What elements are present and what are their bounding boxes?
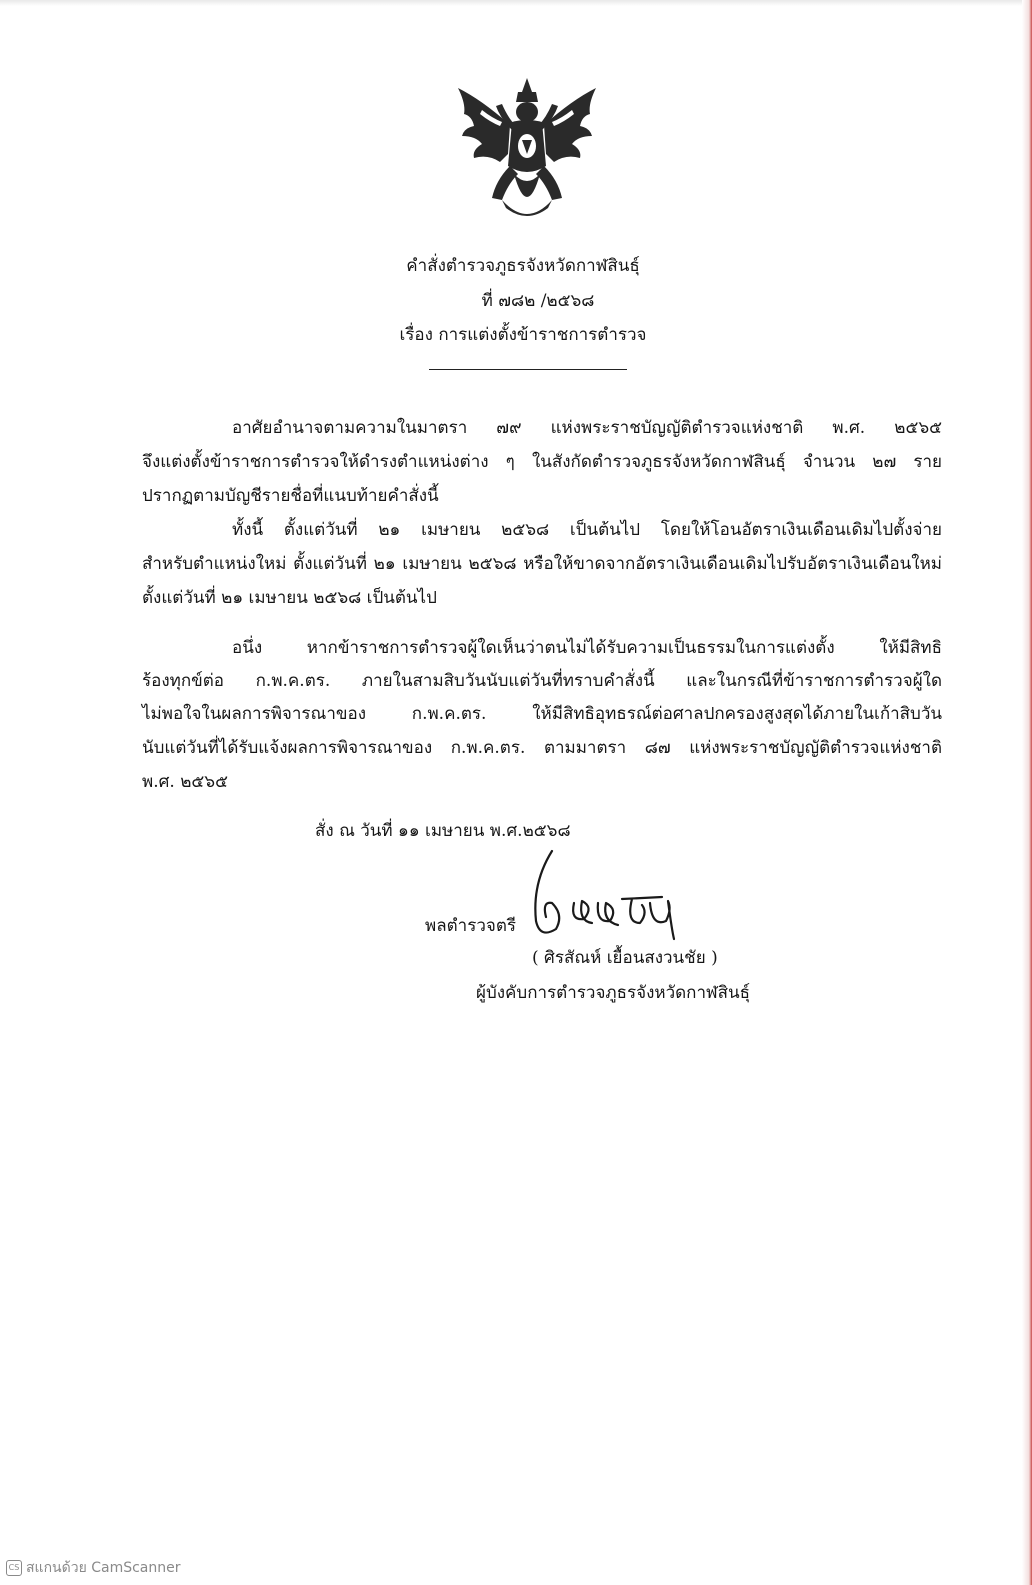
signatory-position: ผู้บังคับการตำรวจภูธรจังหวัดกาฬสินธุ์ [476, 983, 751, 1003]
paragraph-1-line-3: ปรากฏตามบัญชีรายชื่อที่แนบท้ายคำสั่งนี้ [142, 486, 439, 506]
paragraph-3-line-1: อนึ่ง หากข้าราชการตำรวจผู้ใดเห็นว่าตนไม่ได้รับความเป็นธรรมในการแต่งตั้ง ให้มีสิทธิ [232, 638, 942, 658]
paragraph-2-line-2: สำหรับตำแหน่งใหม่ ตั้งแต่วันที่ ๒๑ เมษายน ๒๕๖๘ หรือให้ขาดจากอัตราเงินเดือนเดิมไปรับอัตราเงินเดือนใหม่ [142, 554, 942, 574]
signatory-rank: พลตำรวจตรี [425, 916, 517, 936]
paragraph-3-line-2: ร้องทุกข์ต่อ ก.พ.ค.ตร. ภายในสามสิบวันนับแต่วันที่ทราบคำสั่งนี้ และในกรณีที่ข้าราชการตำรวจผู้ใด [142, 671, 942, 691]
paragraph-1-line-2: จึงแต่งตั้งข้าราชการตำรวจให้ดำรงตำแหน่งต่าง ๆ ในสังกัดตำรวจภูธรจังหวัดกาฬสินธุ์ จำนวน ๒๗ ราย [142, 452, 942, 472]
paragraph-3-line-5: พ.ศ. ๒๕๖๕ [142, 772, 228, 792]
scan-top-edge [0, 0, 1032, 6]
order-subject: เรื่อง การแต่งตั้งข้าราชการตำรวจ [399, 325, 647, 345]
paragraph-1-line-1: อาศัยอำนาจตามความในมาตรา ๗๙ แห่งพระราชบัญญัติตำรวจแห่งชาติ พ.ศ. ๒๕๖๕ [232, 418, 942, 438]
order-date: สั่ง ณ วันที่ ๑๑ เมษายน พ.ศ.๒๕๖๘ [315, 821, 571, 841]
paragraph-2-line-1: ทั้งนี้ ตั้งแต่วันที่ ๒๑ เมษายน ๒๕๖๘ เป็นต้นไป โดยให้โอนอัตราเงินเดือนเดิมไปตั้งจ่าย [232, 520, 942, 540]
order-title: คำสั่งตำรวจภูธรจังหวัดกาฬสินธุ์ [406, 256, 640, 276]
camscanner-logo-icon: CS [6, 1560, 22, 1576]
order-number: ที่ ๗๘๒ /๒๕๖๘ [481, 291, 595, 311]
handwritten-signature [522, 843, 692, 943]
scanner-watermark-text: สแกนด้วย CamScanner [26, 1560, 181, 1576]
paragraph-3-line-3: ไม่พอใจในผลการพิจารณาของ ก.พ.ค.ตร. ให้มีสิทธิอุทธรณ์ต่อศาลปกครองสูงสุดได้ภายในเก้าสิบวัน [142, 704, 942, 724]
garuda-emblem-icon [452, 70, 602, 230]
header-divider [429, 369, 627, 370]
paragraph-3-line-4: นับแต่วันที่ได้รับแจ้งผลการพิจารณาของ ก.พ.ค.ตร. ตามมาตรา ๘๗ แห่งพระราชบัญญัติตำรวจแห่งชาติ [142, 738, 942, 758]
scanner-watermark [6, 1560, 181, 1576]
scan-right-edge [1022, 0, 1032, 1585]
signatory-name: ( ศิรสัณห์ เยื้อนสงวนชัย ) [532, 948, 718, 968]
paragraph-2-line-3: ตั้งแต่วันที่ ๒๑ เมษายน ๒๕๖๘ เป็นต้นไป [142, 588, 437, 608]
